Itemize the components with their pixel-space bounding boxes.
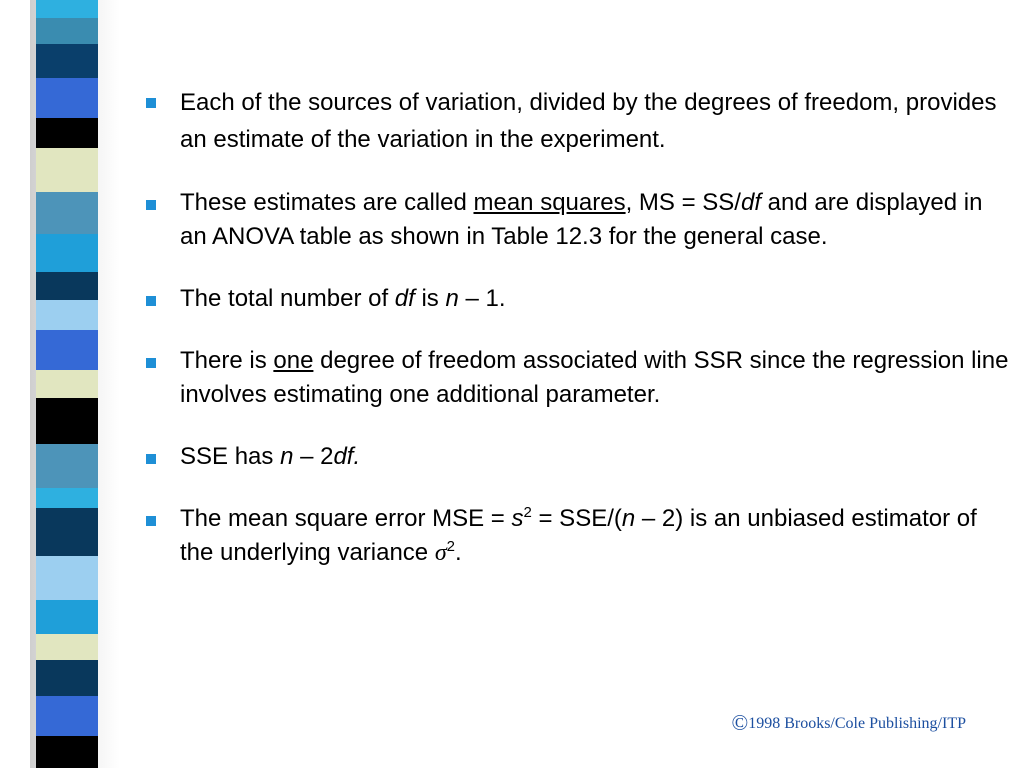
superscript: 2 [523, 504, 532, 521]
copyright-symbol: © [731, 710, 749, 735]
bullet-text: SS/ [695, 189, 741, 216]
stripe-segment [36, 272, 98, 300]
stripe-segment [36, 634, 98, 660]
stripe-segment [36, 556, 98, 600]
bullet-item-5 [140, 440, 1010, 474]
stripe-segment [36, 370, 98, 398]
bullet-text: degree of freedom associated with SSR since the regression line involves estimating one additional parameter. [180, 347, 1009, 408]
stripe-segment [36, 696, 98, 736]
bullet-square-icon [146, 516, 156, 526]
stripe-segment [36, 44, 98, 78]
stripe-segment [36, 148, 98, 192]
stripe-segment [36, 736, 98, 768]
bullet-text: – 2 [293, 443, 334, 470]
stripe-segment [36, 660, 98, 696]
stripe-column [36, 0, 98, 768]
italic-term: df [394, 285, 415, 312]
bullet-square-icon [146, 358, 156, 368]
stripe-segment [36, 78, 98, 118]
bullet-list [140, 84, 1010, 598]
bullet-square-icon [146, 454, 156, 464]
stripe-segment [36, 398, 98, 444]
stripe-segment [36, 330, 98, 370]
bullet-item-4 [140, 344, 1010, 412]
italic-term: df [740, 189, 761, 216]
bullet-text: There is [180, 347, 274, 374]
bullet-item-1 [140, 84, 1010, 158]
superscript: 2 [446, 538, 456, 555]
bullet-square-icon [146, 98, 156, 108]
stripe-segment [36, 444, 98, 488]
bullet-text: These estimates are called [180, 189, 474, 216]
sigma-symbol: σ [434, 540, 447, 566]
italic-term: df. [333, 443, 361, 470]
bullet-text: , MS [625, 189, 682, 216]
stripe-segment [36, 300, 98, 330]
copyright-text: 1998 Brooks/Cole Publishing/ITP [748, 715, 966, 732]
stripe-segment [36, 0, 98, 18]
stripe-segment [36, 488, 98, 508]
bullet-text: – 2) is an unbiased estimator of the underlying variance [180, 505, 977, 566]
bullet-text: is [414, 285, 446, 312]
bullet-text: = SSE/( [531, 505, 622, 532]
bullet-text: and are displayed in an ANOVA table as shown in Table 12.3 for the general case. [180, 189, 983, 250]
bullet-text: SSE has [180, 443, 281, 470]
stripe-segment [36, 118, 98, 148]
bullet-item-6 [140, 502, 1010, 570]
bullet-text: – 1. [458, 285, 506, 312]
bullet-square-icon [146, 200, 156, 210]
bullet-text: The total number of [180, 285, 395, 312]
underlined-term: one [273, 347, 314, 374]
copyright-footer [731, 710, 966, 736]
stripe-segment [36, 18, 98, 44]
italic-term: n [621, 505, 636, 532]
stripe-segment [36, 508, 98, 556]
italic-term: s [511, 505, 524, 532]
equals-sign: = [681, 189, 696, 216]
stripe-segment [36, 192, 98, 234]
bullet-item-3 [140, 282, 1010, 316]
italic-term: n [445, 285, 459, 312]
bullet-text: Each of the sources of variation, divided by the degrees of freedom, provides an estimate of the variation in the experiment. [180, 89, 997, 153]
bullet-item-2 [140, 186, 1010, 254]
bullet-text: The mean square error MSE = [180, 505, 512, 532]
bullet-text: . [455, 539, 462, 566]
underlined-term: mean squares [473, 189, 626, 216]
stripe-segment [36, 234, 98, 272]
bullet-square-icon [146, 296, 156, 306]
italic-term: n [280, 443, 294, 470]
decorative-stripe-bar [0, 0, 120, 768]
stripe-segment [36, 600, 98, 634]
